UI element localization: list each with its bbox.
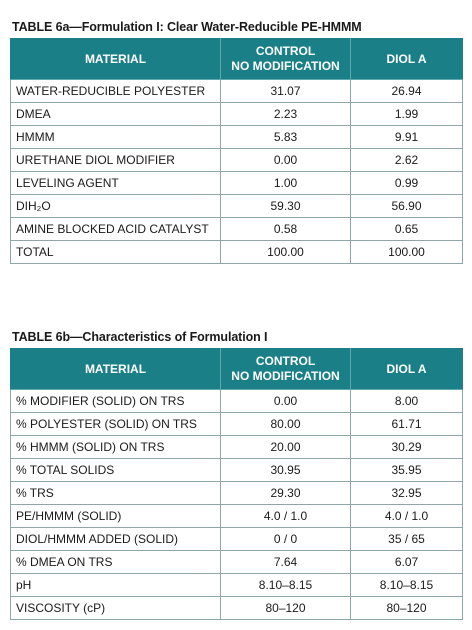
row-label: DIOL/HMMM ADDED (SOLID)	[11, 528, 221, 551]
control-value: 4.0 / 1.0	[221, 505, 351, 528]
table-6b-body	[11, 390, 463, 620]
diol-a-value: 80–120	[351, 597, 463, 620]
row-label: WATER-REDUCIBLE POLYESTER	[11, 80, 221, 103]
diol-a-value: 6.07	[351, 551, 463, 574]
table-row	[11, 172, 463, 195]
control-value: 31.07	[221, 80, 351, 103]
column-header-control: CONTROL NO MODIFICATION	[221, 39, 351, 80]
row-label: AMINE BLOCKED ACID CATALYST	[11, 218, 221, 241]
row-label: pH	[11, 574, 221, 597]
table-row	[11, 390, 463, 413]
row-label: % DMEA ON TRS	[11, 551, 221, 574]
row-label: % MODIFIER (SOLID) ON TRS	[11, 390, 221, 413]
control-value: 0.58	[221, 218, 351, 241]
control-value: 0.00	[221, 390, 351, 413]
column-header-control: CONTROL NO MODIFICATION	[221, 349, 351, 390]
row-label: HMMM	[11, 126, 221, 149]
row-label: TOTAL	[11, 241, 221, 264]
row-label: LEVELING AGENT	[11, 172, 221, 195]
control-value: 80–120	[221, 597, 351, 620]
table-row	[11, 241, 463, 264]
control-value: 20.00	[221, 436, 351, 459]
table-6b-header-row	[11, 349, 463, 390]
table-row	[11, 218, 463, 241]
control-value: 5.83	[221, 126, 351, 149]
table-6a-block	[10, 20, 462, 264]
table-row	[11, 551, 463, 574]
table-row	[11, 103, 463, 126]
table-6a-caption: TABLE 6a—Formulation I: Clear Water-Reducible PE-HMMM	[12, 20, 362, 34]
table-row	[11, 528, 463, 551]
row-label: % TOTAL SOLIDS	[11, 459, 221, 482]
row-label: URETHANE DIOL MODIFIER	[11, 149, 221, 172]
column-header-material: MATERIAL	[11, 349, 221, 390]
diol-a-value: 26.94	[351, 80, 463, 103]
diol-a-value: 0.65	[351, 218, 463, 241]
table-row	[11, 149, 463, 172]
table-6b-caption: TABLE 6b—Characteristics of Formulation I	[12, 330, 268, 344]
row-label: DIH₂O	[11, 195, 221, 218]
control-value: 59.30	[221, 195, 351, 218]
diol-a-value: 100.00	[351, 241, 463, 264]
column-header-diol-a: DIOL A	[351, 349, 463, 390]
table-6b	[10, 348, 463, 620]
diol-a-value: 35.95	[351, 459, 463, 482]
column-header-material: MATERIAL	[11, 39, 221, 80]
row-label: DMEA	[11, 103, 221, 126]
table-6b-block	[10, 330, 462, 620]
diol-a-value: 9.91	[351, 126, 463, 149]
diol-a-value: 8.10–8.15	[351, 574, 463, 597]
table-row	[11, 482, 463, 505]
table-row	[11, 597, 463, 620]
control-value: 80.00	[221, 413, 351, 436]
table-row	[11, 505, 463, 528]
table-row	[11, 126, 463, 149]
row-label: PE/HMMM (SOLID)	[11, 505, 221, 528]
diol-a-value: 56.90	[351, 195, 463, 218]
control-value: 2.23	[221, 103, 351, 126]
diol-a-value: 8.00	[351, 390, 463, 413]
control-value: 30.95	[221, 459, 351, 482]
control-value: 7.64	[221, 551, 351, 574]
diol-a-value: 1.99	[351, 103, 463, 126]
diol-a-value: 2.62	[351, 149, 463, 172]
control-value: 0 / 0	[221, 528, 351, 551]
table-6a	[10, 38, 463, 264]
row-label: VISCOSITY (cP)	[11, 597, 221, 620]
diol-a-value: 35 / 65	[351, 528, 463, 551]
control-value: 100.00	[221, 241, 351, 264]
diol-a-value: 32.95	[351, 482, 463, 505]
table-row	[11, 436, 463, 459]
table-6a-body	[11, 80, 463, 264]
row-label: % TRS	[11, 482, 221, 505]
table-row	[11, 413, 463, 436]
control-value: 29.30	[221, 482, 351, 505]
row-label: % POLYESTER (SOLID) ON TRS	[11, 413, 221, 436]
diol-a-value: 0.99	[351, 172, 463, 195]
table-row	[11, 195, 463, 218]
control-value: 0.00	[221, 149, 351, 172]
diol-a-value: 30.29	[351, 436, 463, 459]
table-row	[11, 80, 463, 103]
diol-a-value: 61.71	[351, 413, 463, 436]
diol-a-value: 4.0 / 1.0	[351, 505, 463, 528]
table-row	[11, 459, 463, 482]
table-6a-header-row	[11, 39, 463, 80]
control-value: 1.00	[221, 172, 351, 195]
row-label: % HMMM (SOLID) ON TRS	[11, 436, 221, 459]
column-header-diol-a: DIOL A	[351, 39, 463, 80]
table-row	[11, 574, 463, 597]
control-value: 8.10–8.15	[221, 574, 351, 597]
